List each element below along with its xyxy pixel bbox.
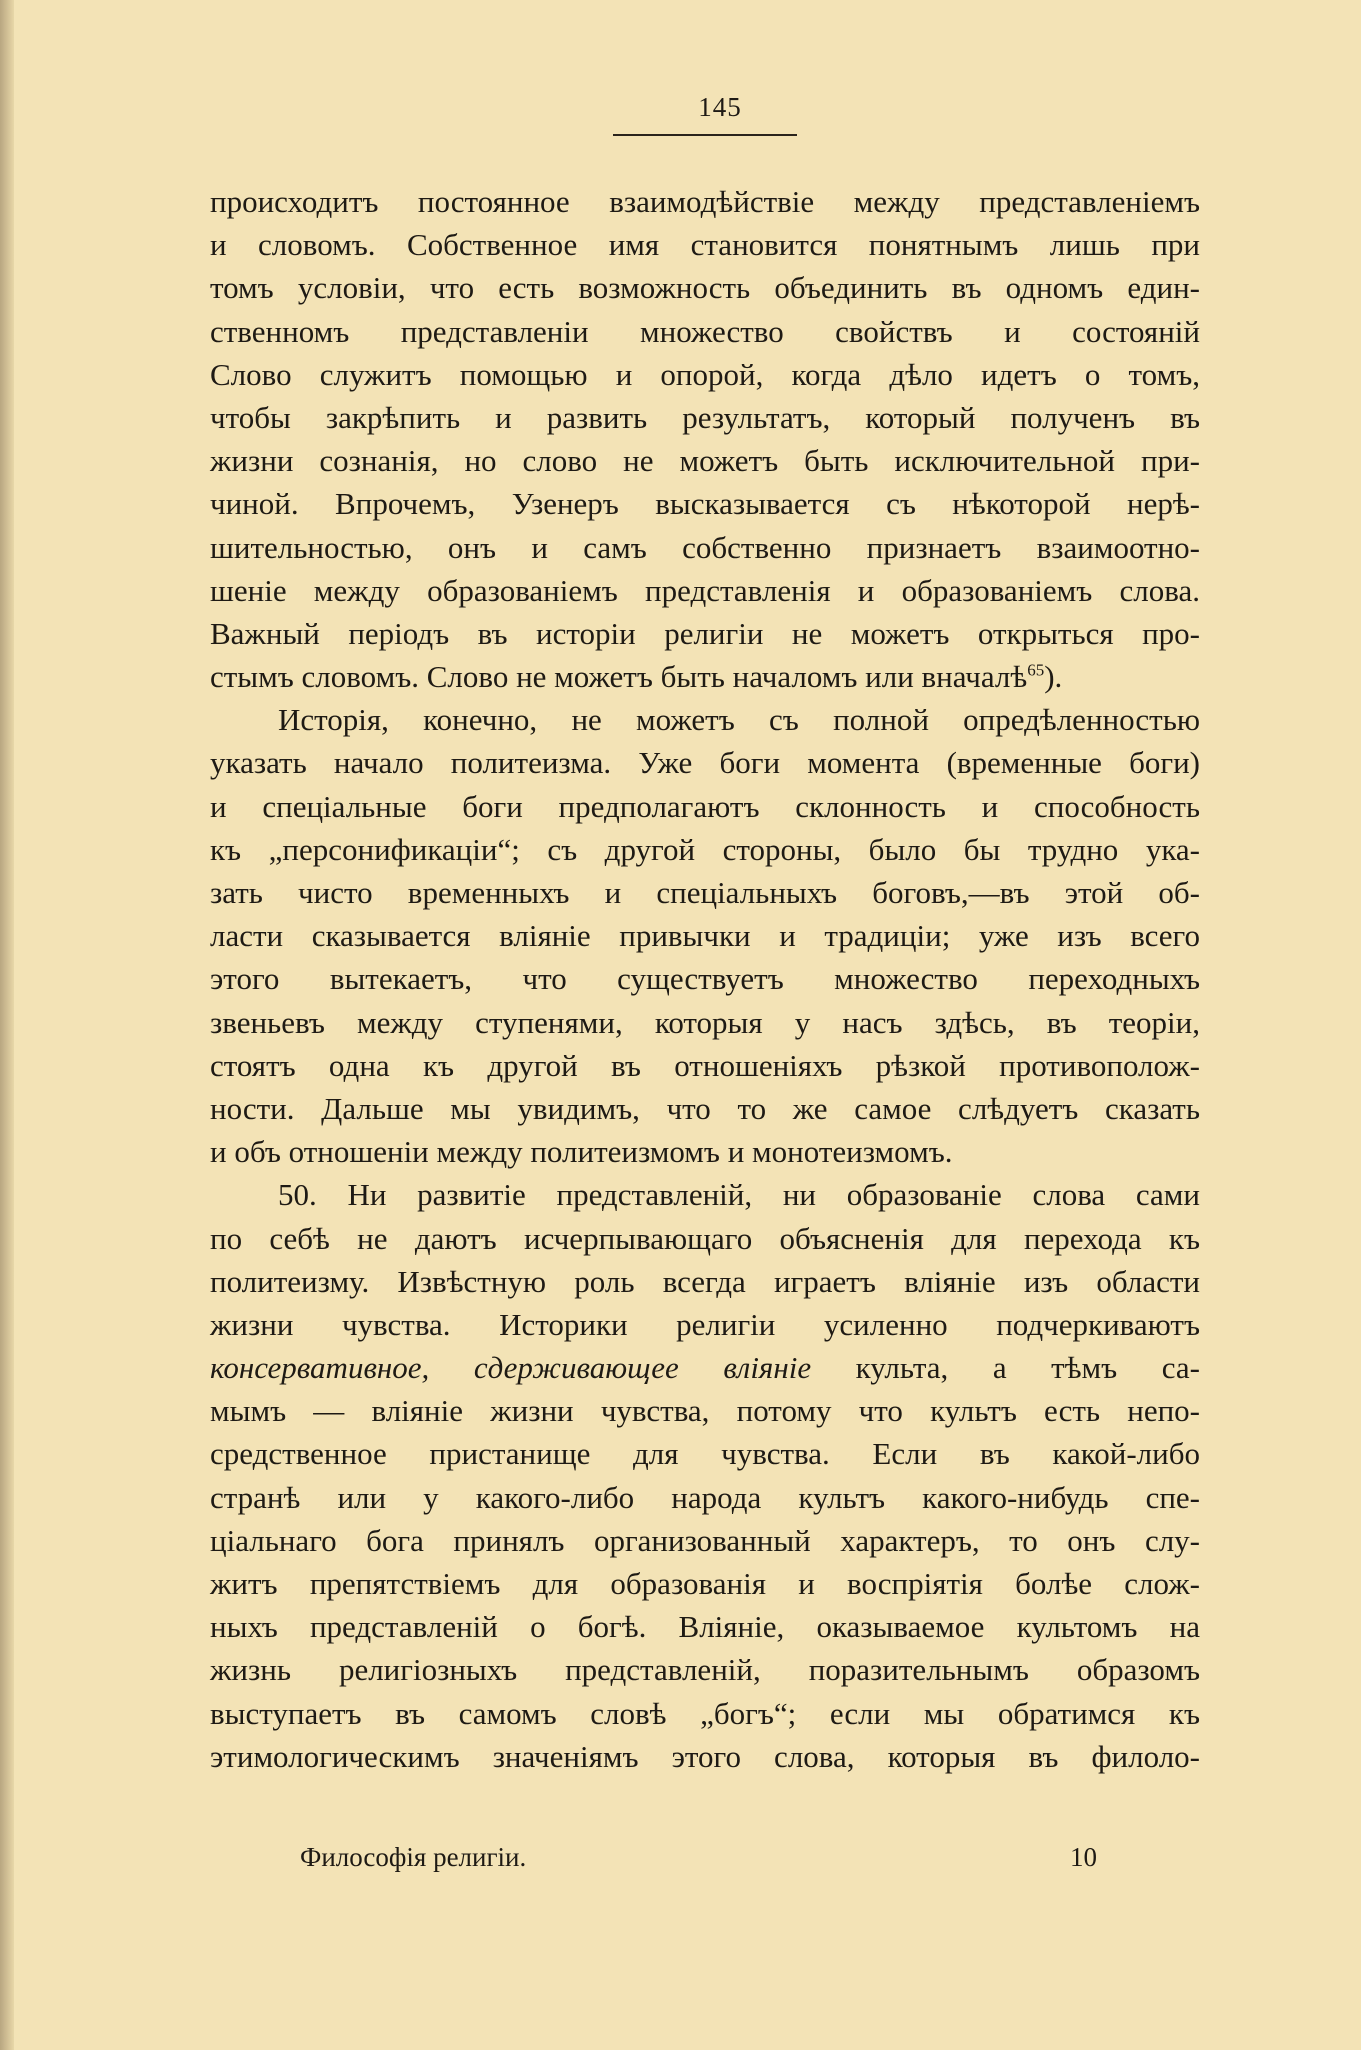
- line-text: зать чисто временныхъ и спеціальныхъ боговъ,—въ этой об-: [210, 875, 1200, 910]
- line-text: 50. Ни развитіе представленій, ни образованіе слова сами: [278, 1177, 1200, 1213]
- page-spine-shadow: [0, 0, 14, 2050]
- line-text: Слово служитъ помощью и опорой, когда дѣло идетъ о томъ,: [210, 356, 1200, 392]
- footer-signature-mark: 10: [1070, 1842, 1097, 1872]
- text-line: [210, 785, 1200, 828]
- text-line: [210, 1130, 1200, 1173]
- text-line: [210, 1173, 1200, 1216]
- line-text: ныхъ представленій о богѣ. Вліяніе, оказываемое культомъ на: [210, 1609, 1200, 1645]
- text-line: [210, 1519, 1200, 1562]
- text-line: [210, 828, 1200, 871]
- text-line: [210, 223, 1200, 266]
- text-line: [210, 1260, 1200, 1303]
- line-text-tail: ).: [1044, 659, 1063, 695]
- text-line: [210, 655, 1200, 698]
- text-line: [210, 1001, 1200, 1044]
- text-line: [210, 1044, 1200, 1087]
- text-line: [210, 1648, 1200, 1691]
- line-text: Исторія, конечно, не можетъ съ полной опредѣленностью: [278, 702, 1200, 738]
- text-line: [210, 526, 1200, 569]
- text-line: [210, 612, 1200, 655]
- line-text: жизнь религіозныхъ представленій, поразительнымъ образомъ: [210, 1652, 1200, 1688]
- text-line: [210, 396, 1200, 439]
- text-line: [210, 439, 1200, 482]
- line-text: происходитъ постоянное взаимодѣйствіе между представленіемъ: [210, 184, 1200, 219]
- text-line: [210, 266, 1200, 309]
- text-line: [210, 698, 1200, 741]
- line-text: ціальнаго бога принялъ организованный характеръ, то онъ слу-: [210, 1522, 1200, 1558]
- footnote-reference: 65: [1027, 660, 1045, 680]
- text-line: [210, 1087, 1200, 1130]
- line-text: шительностью, онъ и самъ собственно признаетъ взаимоотно-: [210, 529, 1200, 565]
- text-line: [210, 1432, 1200, 1475]
- text-line: [210, 569, 1200, 612]
- text-line: [210, 353, 1200, 396]
- line-text: странѣ или у какого-либо народа культъ какого-нибудь спе-: [210, 1479, 1200, 1515]
- text-line: [210, 1692, 1200, 1735]
- text-line: [210, 1605, 1200, 1648]
- line-text: шеніе между образованіемъ представленія и образованіемъ слова.: [210, 572, 1200, 608]
- text-line: [210, 180, 1200, 223]
- line-text: ности. Дальше мы увидимъ, что то же самое слѣдуетъ сказать: [210, 1090, 1200, 1126]
- line-text: выступаетъ въ самомъ словѣ „богъ“; если мы обратимся къ: [210, 1695, 1200, 1731]
- text-line: [210, 1217, 1200, 1260]
- line-text: средственное пристанище для чувства. Если въ какой-либо: [210, 1436, 1200, 1472]
- text-line: [210, 482, 1200, 525]
- line-text: политеизму. Извѣстную роль всегда играетъ вліяніе изъ области: [210, 1263, 1200, 1299]
- line-text: чиной. Впрочемъ, Узенеръ высказывается съ нѣкоторой нерѣ-: [210, 486, 1200, 522]
- line-text: ственномъ представленіи множество свойствъ и состояній: [210, 313, 1200, 349]
- text-line: [210, 871, 1200, 914]
- line-text: этимологическимъ значеніямъ этого слова, которыя въ филоло-: [210, 1738, 1200, 1774]
- line-text: стымъ словомъ. Слово не можетъ быть началомъ или вначалѣ: [210, 659, 1028, 695]
- text-line: [210, 1303, 1200, 1346]
- page-number: 145: [698, 92, 742, 122]
- text-line: [210, 1476, 1200, 1519]
- line-text: жизни чувства. Историки религіи усиленно подчеркиваютъ: [210, 1306, 1200, 1342]
- line-text: къ „персонификаціи“; съ другой стороны, было бы трудно ука-: [210, 831, 1200, 867]
- header-rule: [613, 134, 797, 136]
- text-line: [210, 1389, 1200, 1432]
- text-line: [210, 741, 1200, 784]
- line-text: Важный періодъ въ исторіи религіи не можетъ открыться про-: [210, 615, 1200, 651]
- text-line: [210, 310, 1200, 353]
- line-text: стоятъ одна къ другой въ отношеніяхъ рѣзкой противополож-: [210, 1047, 1200, 1083]
- line-text: томъ условіи, что есть возможность объединить въ одномъ един-: [210, 270, 1200, 306]
- line-text: указать начало политеизма. Уже боги момента (временные боги): [210, 745, 1200, 781]
- emphasis-text: консервативное, сдерживающее вліяніе: [210, 1350, 812, 1386]
- text-line: [210, 957, 1200, 1000]
- line-text: и спеціальные боги предполагаютъ склонность и способность: [210, 788, 1200, 824]
- line-text: по себѣ не даютъ исчерпывающаго объясненія для перехода къ: [210, 1220, 1200, 1256]
- line-text: житъ препятствіемъ для образованія и воспріятія болѣе слож-: [210, 1566, 1200, 1601]
- body-text: [210, 180, 1200, 1778]
- line-text: и словомъ. Собственное имя становится понятнымъ лишь при: [210, 227, 1200, 263]
- text-line: [210, 1735, 1200, 1778]
- line-text: этого вытекаетъ, что существуетъ множество переходныхъ: [210, 961, 1200, 997]
- text-line: [210, 914, 1200, 957]
- line-text: ласти сказывается вліяніе привычки и традиціи; уже изъ всего: [210, 918, 1200, 954]
- line-text: культа, а тѣмъ са-: [811, 1350, 1200, 1386]
- text-line: [210, 1562, 1200, 1605]
- line-text: мымъ — вліяніе жизни чувства, потому что культъ есть непо-: [210, 1393, 1200, 1429]
- footer-book-title: Философія религіи.: [300, 1842, 527, 1872]
- line-text: жизни сознанія, но слово не можетъ быть исключительной при-: [210, 443, 1200, 479]
- line-text: чтобы закрѣпить и развить результатъ, который полученъ въ: [210, 399, 1200, 435]
- text-line: [210, 1346, 1200, 1389]
- line-text: звеньевъ между ступенями, которыя у насъ здѣсь, въ теоріи,: [210, 1004, 1200, 1040]
- line-text: и объ отношеніи между политеизмомъ и монотеизмомъ.: [210, 1134, 953, 1170]
